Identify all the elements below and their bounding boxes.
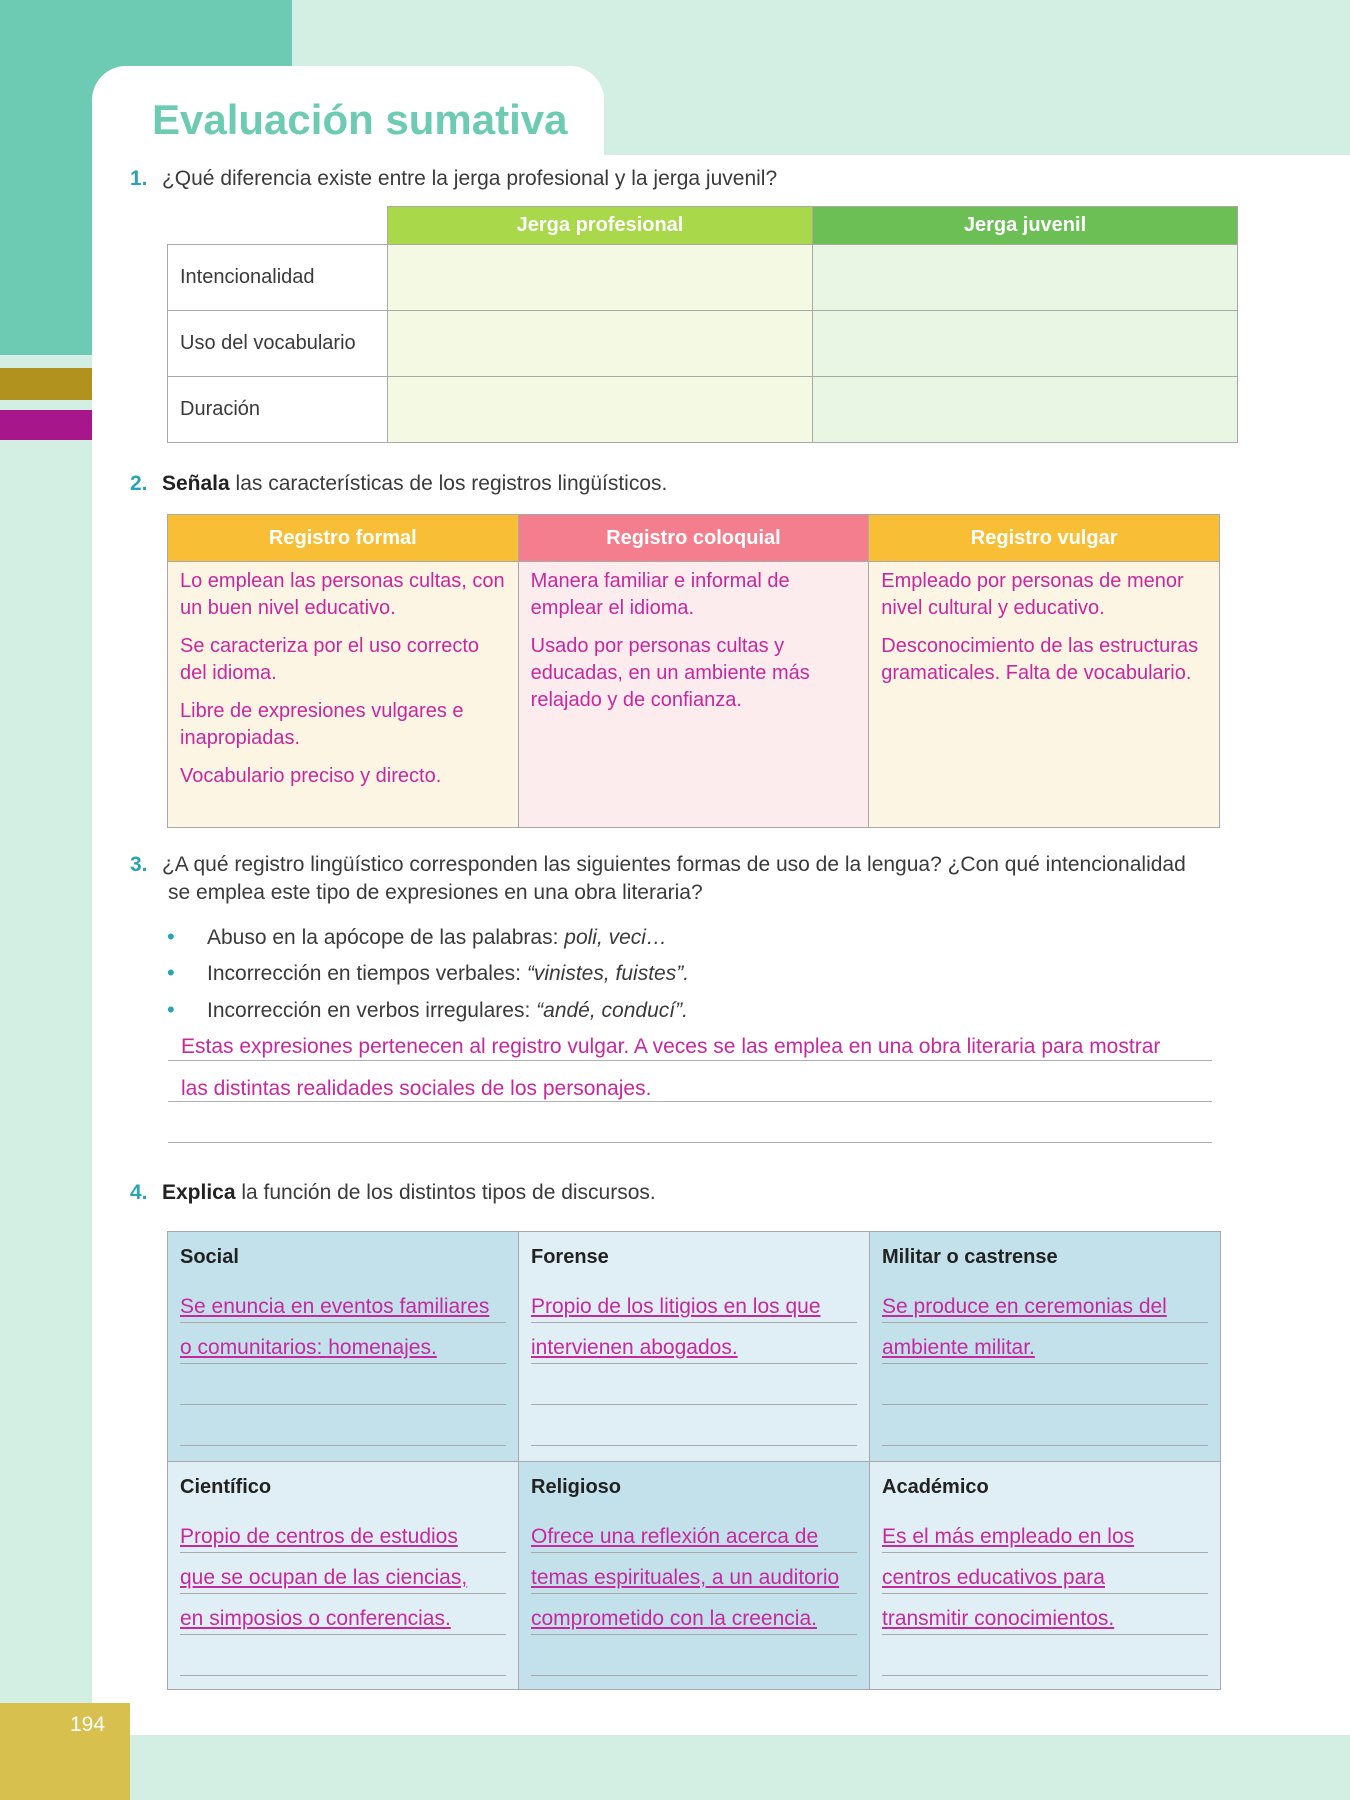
answer-text: Se caracteriza por el uso correcto del idioma. bbox=[180, 635, 480, 684]
answer-line[interactable] bbox=[882, 1364, 1208, 1405]
answer-line[interactable] bbox=[180, 1405, 506, 1446]
answer-line[interactable]: Se enuncia en eventos familiares bbox=[180, 1282, 506, 1323]
question-number: 4. bbox=[130, 1181, 148, 1204]
answer-cell[interactable] bbox=[388, 245, 813, 311]
column-header: Registro coloquial bbox=[518, 515, 869, 562]
answer-text: Desconocimiento de las estructuras gramaticales. Falta de vocabulario. bbox=[881, 635, 1199, 684]
answer-line[interactable] bbox=[531, 1364, 857, 1405]
answer-line[interactable] bbox=[168, 1142, 1212, 1143]
answer-text: Vocabulario preciso y directo. bbox=[180, 765, 442, 787]
row-label: Uso del vocabulario bbox=[168, 311, 388, 377]
answer-cell[interactable] bbox=[813, 377, 1238, 443]
answer-line-text: las distintas realidades sociales de los personajes. bbox=[181, 1077, 652, 1100]
page-title: Evaluación sumativa bbox=[152, 96, 568, 143]
answer-line[interactable] bbox=[180, 1364, 506, 1405]
column-header: Registro vulgar bbox=[869, 515, 1220, 562]
question-prompt: ¿Qué diferencia existe entre la jerga profesional y la jerga juvenil? bbox=[161, 167, 778, 190]
cell-title: Social bbox=[180, 1246, 239, 1268]
slang-comparison-table bbox=[167, 206, 1238, 443]
answer-line[interactable] bbox=[180, 1635, 506, 1676]
question-prompt-cont: se emplea este tipo de expresiones en una obra literaria? bbox=[168, 881, 703, 904]
answer-cell[interactable] bbox=[813, 245, 1238, 311]
answer-line[interactable]: en simposios o conferencias. bbox=[180, 1594, 506, 1635]
registers-table bbox=[167, 514, 1220, 828]
discourse-types-grid bbox=[167, 1231, 1221, 1690]
answer-line[interactable]: temas espirituales, a un auditorio bbox=[531, 1553, 857, 1594]
question-prompt: la función de los distintos tipos de discursos. bbox=[235, 1181, 656, 1204]
answer-line[interactable]: Se produce en ceremonias del bbox=[882, 1282, 1208, 1323]
discourse-cell-forense bbox=[519, 1232, 870, 1462]
answer-line[interactable] bbox=[882, 1635, 1208, 1676]
list-item: • Abuso en la apócope de las palabras: poli, veci… bbox=[167, 924, 667, 949]
answer-line[interactable]: Propio de los litigios en los que bbox=[531, 1282, 857, 1323]
answer-text: Libre de expresiones vulgares e inapropiadas. bbox=[180, 700, 464, 749]
answer-line[interactable]: que se ocupan de las ciencias, bbox=[180, 1553, 506, 1594]
cell-title: Forense bbox=[531, 1246, 609, 1268]
answer-line[interactable]: Propio de centros de estudios bbox=[180, 1512, 506, 1553]
column-header: Jerga juvenil bbox=[813, 207, 1238, 245]
register-cell bbox=[869, 562, 1220, 828]
answer-text: Manera familiar e informal de emplear el idioma. bbox=[530, 570, 790, 619]
register-cell bbox=[168, 562, 519, 828]
answer-line[interactable] bbox=[882, 1405, 1208, 1446]
page-number-box bbox=[0, 1703, 130, 1800]
question-number: 1. bbox=[130, 167, 148, 190]
list-item: • Incorrección en verbos irregulares: “andé, conducí”. bbox=[167, 997, 688, 1022]
question-number: 2. bbox=[130, 472, 148, 495]
answer-text: Lo emplean las personas cultas, con un buen nivel educativo. bbox=[180, 570, 505, 619]
cell-title: Científico bbox=[180, 1476, 272, 1498]
cell-title: Militar o castrense bbox=[882, 1246, 1058, 1268]
discourse-cell-social bbox=[168, 1232, 519, 1462]
discourse-cell-militar bbox=[870, 1232, 1221, 1462]
answer-line[interactable]: ambiente militar. bbox=[882, 1323, 1208, 1364]
answer-line[interactable] bbox=[531, 1635, 857, 1676]
question-prompt: ¿A qué registro lingüístico corresponden las siguientes formas de uso de la lengua? ¿Con qué intencionalidad bbox=[161, 853, 1186, 876]
answer-line[interactable]: transmitir conocimientos. bbox=[882, 1594, 1208, 1635]
bullet-icon: • bbox=[167, 924, 175, 949]
discourse-cell-academico bbox=[870, 1462, 1221, 1690]
question-2 bbox=[130, 470, 667, 498]
cell-title: Religioso bbox=[531, 1476, 622, 1498]
answer-text: Empleado por personas de menor nivel cultural y educativo. bbox=[881, 570, 1184, 619]
answer-line[interactable]: intervienen abogados. bbox=[531, 1323, 857, 1364]
page-number: 194 bbox=[70, 1713, 106, 1736]
column-header: Registro formal bbox=[168, 515, 519, 562]
answer-line[interactable] bbox=[168, 1060, 1212, 1061]
prompt-verb: Señala bbox=[161, 472, 230, 495]
olive-stripe bbox=[0, 368, 92, 400]
answer-cell[interactable] bbox=[813, 311, 1238, 377]
bullet-icon: • bbox=[167, 997, 175, 1022]
answer-line[interactable] bbox=[168, 1101, 1212, 1102]
cell-title: Académico bbox=[882, 1476, 989, 1498]
bullet-icon: • bbox=[167, 960, 175, 985]
discourse-cell-cientifico bbox=[168, 1462, 519, 1690]
column-header: Jerga profesional bbox=[388, 207, 813, 245]
question-prompt: las características de los registros lingüísticos. bbox=[229, 472, 668, 495]
answer-line[interactable]: Es el más empleado en los bbox=[882, 1512, 1208, 1553]
row-label: Duración bbox=[168, 377, 388, 443]
answer-line-text: Estas expresiones pertenecen al registro vulgar. A veces se las emplea en una obra literaria para mostrar bbox=[181, 1035, 1161, 1058]
discourse-cell-religioso bbox=[519, 1462, 870, 1690]
answer-line[interactable]: centros educativos para bbox=[882, 1553, 1208, 1594]
question-number: 3. bbox=[130, 853, 148, 876]
answer-line[interactable]: o comunitarios: homenajes. bbox=[180, 1323, 506, 1364]
answer-text: Usado por personas cultas y educadas, en un ambiente más relajado y de confianza. bbox=[530, 635, 810, 711]
answer-cell[interactable] bbox=[388, 311, 813, 377]
register-cell bbox=[518, 562, 869, 828]
prompt-verb: Explica bbox=[161, 1181, 236, 1204]
question-1 bbox=[130, 165, 777, 193]
list-item: • Incorrección en tiempos verbales: “vinistes, fuistes”. bbox=[167, 960, 690, 985]
answer-line[interactable]: comprometido con la creencia. bbox=[531, 1594, 857, 1635]
row-label: Intencionalidad bbox=[168, 245, 388, 311]
answer-cell[interactable] bbox=[388, 377, 813, 443]
magenta-stripe bbox=[0, 410, 92, 440]
question-3 bbox=[130, 851, 1230, 879]
answer-line[interactable]: Ofrece una reflexión acerca de bbox=[531, 1512, 857, 1553]
question-4 bbox=[130, 1179, 656, 1207]
answer-line[interactable] bbox=[531, 1405, 857, 1446]
